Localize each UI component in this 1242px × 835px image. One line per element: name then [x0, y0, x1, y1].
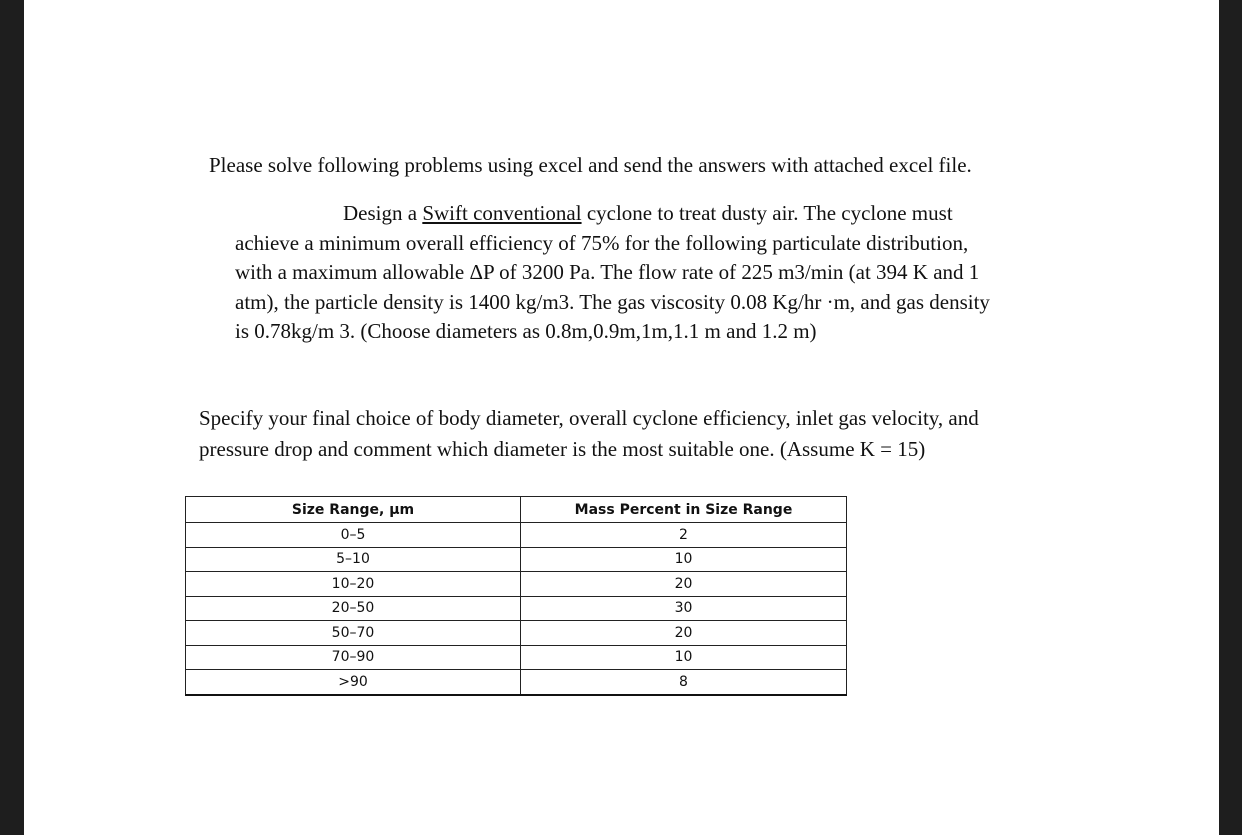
header-mass-percent: Mass Percent in Size Range: [521, 497, 847, 523]
cell-size-range: 10–20: [186, 572, 521, 597]
table-row: [186, 547, 847, 572]
specify-line-1: Specify your final choice of body diameter, overall cyclone efficiency, inlet gas velocity, and: [199, 406, 979, 430]
cell-size-range: 20–50: [186, 596, 521, 621]
cell-size-range: 50–70: [186, 621, 521, 646]
problem-line-1-post: cyclone to treat dusty air. The cyclone must: [581, 201, 953, 225]
table-row: [186, 523, 847, 548]
cell-size-range: >90: [186, 670, 521, 695]
cell-mass-percent: 8: [521, 670, 847, 695]
cell-size-range: 0–5: [186, 523, 521, 548]
cell-size-range: 70–90: [186, 645, 521, 670]
intro-text: Please solve following problems using excel and send the answers with attached excel file.: [209, 153, 972, 177]
particle-distribution-table: [185, 496, 847, 696]
problem-line-4: atm), the particle density is 1400 kg/m3. The gas viscosity 0.08 Kg/hr ·m, and gas density: [235, 289, 990, 314]
problem-line-1-pre: Design a: [343, 201, 423, 225]
problem-statement: [235, 199, 1095, 347]
table-row: [186, 572, 847, 597]
document-page: [24, 0, 1219, 835]
problem-line-2: achieve a minimum overall efficiency of 75% for the following particulate distribution,: [235, 230, 969, 255]
table-row: [186, 621, 847, 646]
cell-mass-percent: 10: [521, 645, 847, 670]
swift-conventional-link: Swift conventional: [422, 201, 582, 225]
problem-line-5: is 0.78kg/m 3. (Choose diameters as 0.8m,0.9m,1m,1.1 m and 1.2 m): [235, 319, 817, 343]
cell-mass-percent: 20: [521, 572, 847, 597]
cell-size-range: 5–10: [186, 547, 521, 572]
table-header-row: [186, 497, 847, 523]
table-row: [186, 596, 847, 621]
table-row: [186, 670, 847, 695]
cell-mass-percent: 2: [521, 523, 847, 548]
problem-line-1: [235, 199, 1095, 229]
specify-line-2: pressure drop and comment which diameter is the most suitable one. (Assume K = 15): [199, 436, 926, 461]
cell-mass-percent: 30: [521, 596, 847, 621]
table-row: [186, 645, 847, 670]
specify-instructions: [199, 403, 979, 464]
problem-line-3: with a maximum allowable ΔP of 3200 Pa. The flow rate of 225 m3/min (at 394 K and 1: [235, 260, 980, 284]
cell-mass-percent: 10: [521, 547, 847, 572]
cell-mass-percent: 20: [521, 621, 847, 646]
header-size-range: Size Range, µm: [186, 497, 521, 523]
